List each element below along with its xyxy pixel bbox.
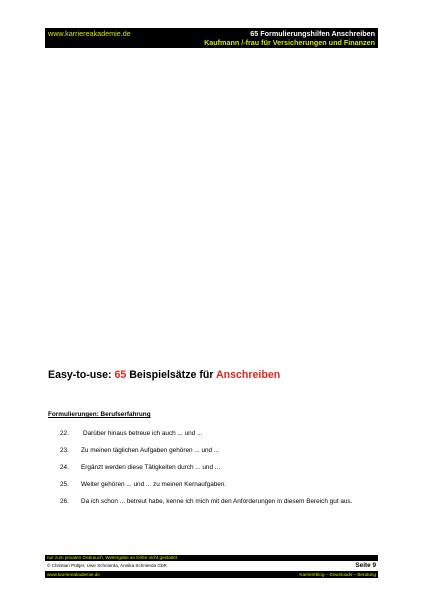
item-number: 26. [60, 498, 69, 505]
heading-middle: Beispielsätze für [126, 369, 217, 381]
footer-website-link[interactable]: www.karriereakademie.de [47, 571, 100, 577]
footer-bar [45, 571, 378, 578]
header-bar [45, 28, 378, 38]
header-website-link[interactable]: www.karriereakademie.de [48, 28, 131, 38]
section-title: Formulierungen: Berufserfahrung [48, 411, 151, 418]
item-number: 23. [60, 447, 69, 454]
header-title: 65 Formulierungshilfen Anschreiben [250, 28, 375, 38]
item-text: Da ich schon ... betreut habe, kenne ich mich mit den Anforderungen in diesem Bereich gut aus. [81, 498, 353, 505]
page-heading [48, 369, 280, 381]
item-text: Ergänzt werden diese Tätigkeiten durch ... und ... [81, 464, 221, 471]
header-subtitle: Kaufmann /-frau für Versicherungen und Finanzen [45, 38, 378, 48]
footer-notice: nur zum privaten Gebrauch, Weitergabe an Dritte nicht gestattet [45, 555, 378, 561]
item-text: Weiter gehören ... und ... zu meinen Kernaufgaben. [81, 481, 227, 488]
item-text: Zu meinen täglichen Aufgaben gehören ... und ... [81, 447, 220, 454]
page-number: Seite 9 [355, 562, 376, 569]
heading-prefix: Easy-to-use: [48, 369, 115, 381]
item-number: 22. [60, 430, 69, 437]
item-text: Darüber hinaus betreue ich auch ... und ... [83, 430, 203, 437]
item-number: 24. [60, 464, 69, 471]
footer-info [45, 562, 378, 570]
item-number: 25. [60, 481, 69, 488]
footer-copyright: © Christian Püttjer, Uwe Schnierda, Annika Schnierda GbR [47, 563, 167, 568]
heading-number: 65 [114, 369, 127, 381]
heading-highlight: Anschreiben [216, 369, 281, 381]
footer-links[interactable]: Karriereblog – Downloads – Beratung [299, 571, 376, 577]
